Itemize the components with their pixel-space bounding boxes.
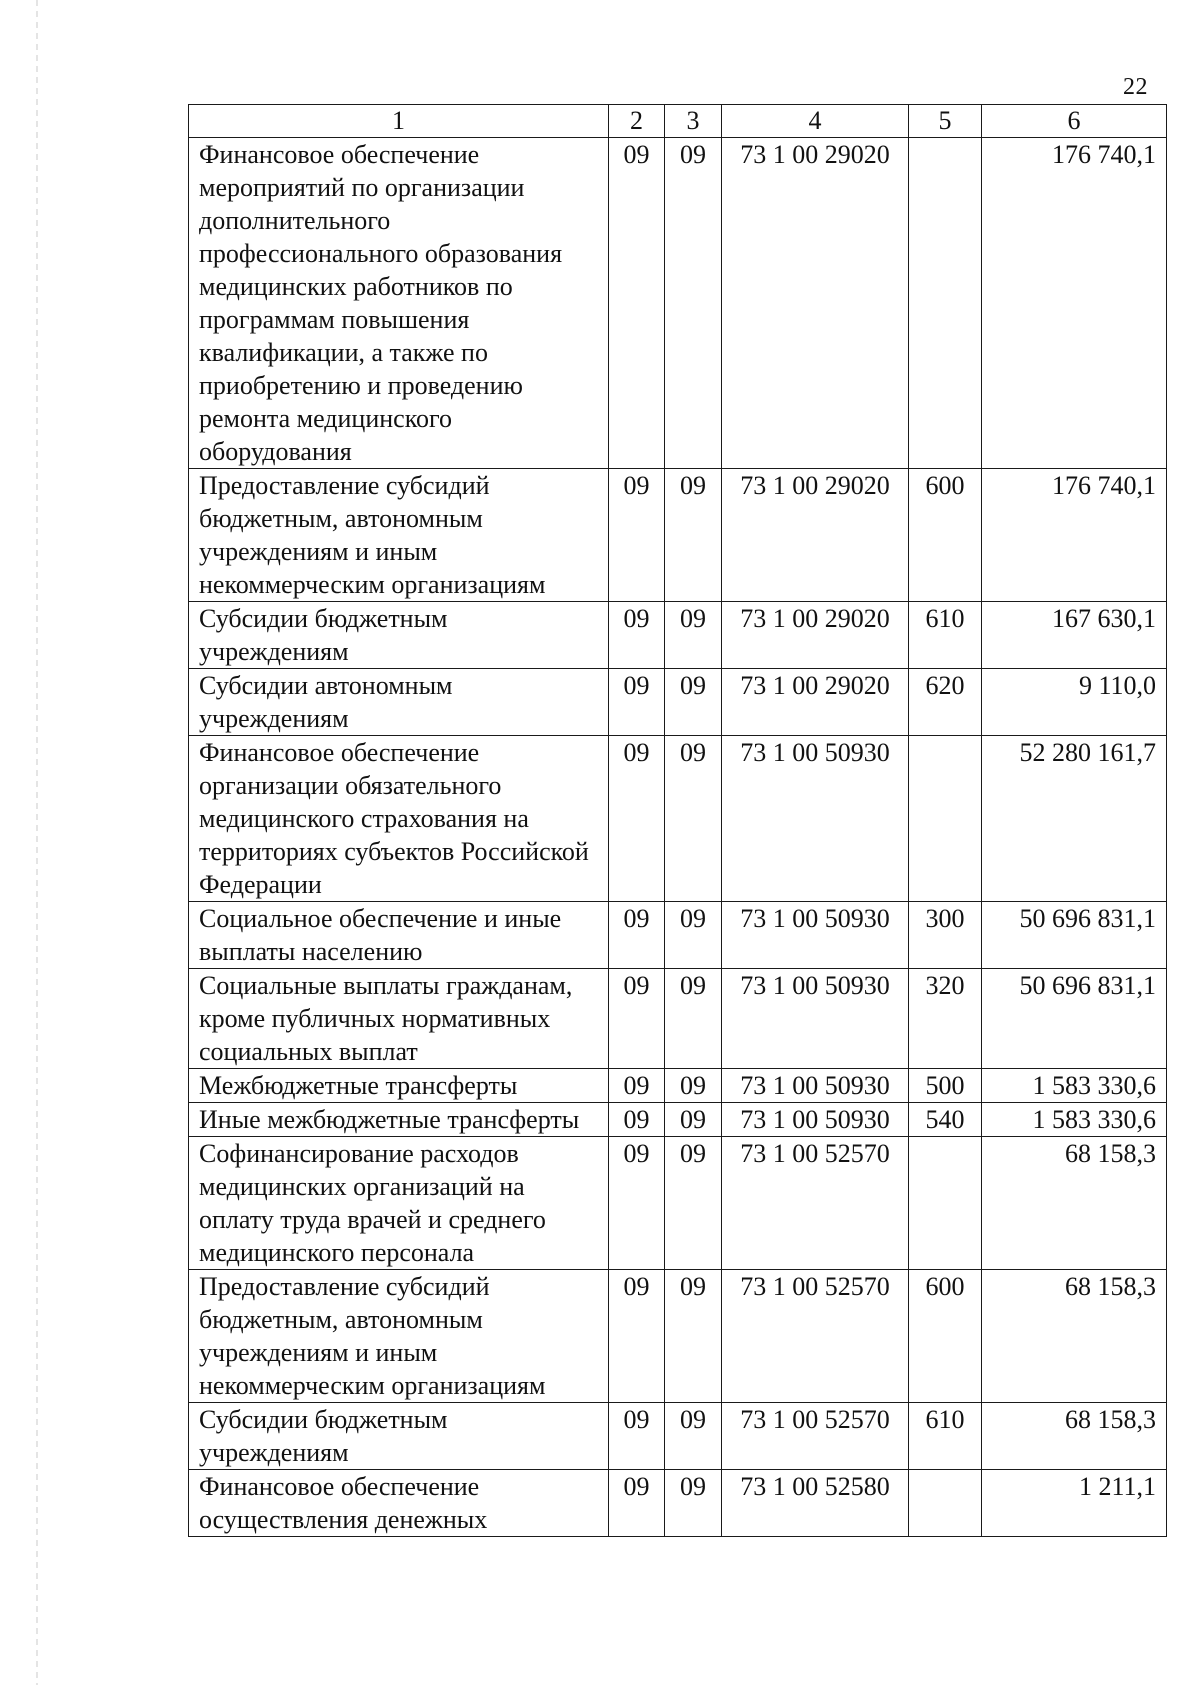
row-expense-type: 300 xyxy=(909,902,982,969)
row-amount: 176 740,1 xyxy=(982,469,1167,602)
row-section: 09 xyxy=(609,969,665,1069)
row-amount: 52 280 161,7 xyxy=(982,736,1167,902)
row-expense-type: 500 xyxy=(909,1069,982,1103)
row-expense-type: 610 xyxy=(909,602,982,669)
row-name: Межбюджетные трансферты xyxy=(189,1069,609,1103)
row-subsection: 09 xyxy=(665,1403,722,1470)
row-target-article: 73 1 00 50930 xyxy=(722,969,909,1069)
row-name: Социальные выплаты гражданам, кроме публичных нормативных социальных выплат xyxy=(189,969,609,1069)
row-name: Финансовое обеспечение мероприятий по организации дополнительного профессионального образования медицинских работников по программам повышения квалификации, а также по приобретению и проведению ремонта медицинского оборудования xyxy=(189,138,609,469)
row-target-article: 73 1 00 29020 xyxy=(722,602,909,669)
row-target-article: 73 1 00 52570 xyxy=(722,1270,909,1403)
row-name: Предоставление субсидий бюджетным, автономным учреждениям и иным некоммерческим организациям xyxy=(189,1270,609,1403)
table-header-row xyxy=(189,105,1167,138)
row-subsection: 09 xyxy=(665,469,722,602)
row-amount: 68 158,3 xyxy=(982,1137,1167,1270)
row-amount: 68 158,3 xyxy=(982,1270,1167,1403)
row-subsection: 09 xyxy=(665,1137,722,1270)
page-number: 22 xyxy=(1123,74,1148,100)
table-row xyxy=(189,602,1167,669)
row-target-article: 73 1 00 29020 xyxy=(722,138,909,469)
row-target-article: 73 1 00 50930 xyxy=(722,1069,909,1103)
table-row xyxy=(189,902,1167,969)
row-name: Социальное обеспечение и иные выплаты населению xyxy=(189,902,609,969)
row-section: 09 xyxy=(609,1137,665,1270)
table-row xyxy=(189,1403,1167,1470)
row-subsection: 09 xyxy=(665,1470,722,1537)
table-row xyxy=(189,469,1167,602)
table-row xyxy=(189,669,1167,736)
row-section: 09 xyxy=(609,736,665,902)
header-col-6: 6 xyxy=(982,105,1167,138)
row-name: Субсидии бюджетным учреждениям xyxy=(189,1403,609,1470)
row-name: Софинансирование расходов медицинских организаций на оплату труда врачей и среднего медицинского персонала xyxy=(189,1137,609,1270)
row-name: Иные межбюджетные трансферты xyxy=(189,1103,609,1137)
table-row xyxy=(189,1137,1167,1270)
row-amount: 1 583 330,6 xyxy=(982,1103,1167,1137)
row-section: 09 xyxy=(609,1103,665,1137)
row-amount: 1 583 330,6 xyxy=(982,1069,1167,1103)
header-col-3: 3 xyxy=(665,105,722,138)
row-subsection: 09 xyxy=(665,1103,722,1137)
row-target-article: 73 1 00 52570 xyxy=(722,1137,909,1270)
row-expense-type: 600 xyxy=(909,469,982,602)
row-section: 09 xyxy=(609,902,665,969)
row-expense-type: 610 xyxy=(909,1403,982,1470)
row-subsection: 09 xyxy=(665,969,722,1069)
row-amount: 68 158,3 xyxy=(982,1403,1167,1470)
table-row xyxy=(189,1270,1167,1403)
row-expense-type xyxy=(909,1470,982,1537)
row-target-article: 73 1 00 50930 xyxy=(722,902,909,969)
row-target-article: 73 1 00 52570 xyxy=(722,1403,909,1470)
row-amount: 9 110,0 xyxy=(982,669,1167,736)
row-target-article: 73 1 00 50930 xyxy=(722,1103,909,1137)
row-amount: 176 740,1 xyxy=(982,138,1167,469)
row-target-article: 73 1 00 29020 xyxy=(722,469,909,602)
row-expense-type: 320 xyxy=(909,969,982,1069)
row-name: Финансовое обеспечение осуществления денежных xyxy=(189,1470,609,1537)
row-section: 09 xyxy=(609,602,665,669)
row-name: Финансовое обеспечение организации обязательного медицинского страхования на территориях субъектов Российской Федерации xyxy=(189,736,609,902)
row-subsection: 09 xyxy=(665,138,722,469)
row-expense-type: 620 xyxy=(909,669,982,736)
row-expense-type xyxy=(909,138,982,469)
row-amount: 167 630,1 xyxy=(982,602,1167,669)
row-subsection: 09 xyxy=(665,669,722,736)
row-section: 09 xyxy=(609,1069,665,1103)
table-row xyxy=(189,736,1167,902)
table-row xyxy=(189,969,1167,1069)
row-expense-type xyxy=(909,1137,982,1270)
header-col-5: 5 xyxy=(909,105,982,138)
row-name: Субсидии автономным учреждениям xyxy=(189,669,609,736)
scan-edge-artifact xyxy=(36,0,38,1685)
budget-table xyxy=(188,104,1167,1537)
table-row xyxy=(189,1470,1167,1537)
row-subsection: 09 xyxy=(665,902,722,969)
row-target-article: 73 1 00 52580 xyxy=(722,1470,909,1537)
row-expense-type xyxy=(909,736,982,902)
row-section: 09 xyxy=(609,469,665,602)
row-section: 09 xyxy=(609,669,665,736)
row-target-article: 73 1 00 50930 xyxy=(722,736,909,902)
header-col-2: 2 xyxy=(609,105,665,138)
row-subsection: 09 xyxy=(665,736,722,902)
row-subsection: 09 xyxy=(665,1270,722,1403)
table-row xyxy=(189,138,1167,469)
table-row xyxy=(189,1069,1167,1103)
row-name: Субсидии бюджетным учреждениям xyxy=(189,602,609,669)
row-expense-type: 600 xyxy=(909,1270,982,1403)
header-col-1: 1 xyxy=(189,105,609,138)
row-amount: 1 211,1 xyxy=(982,1470,1167,1537)
header-col-4: 4 xyxy=(722,105,909,138)
row-target-article: 73 1 00 29020 xyxy=(722,669,909,736)
row-amount: 50 696 831,1 xyxy=(982,902,1167,969)
row-expense-type: 540 xyxy=(909,1103,982,1137)
row-section: 09 xyxy=(609,1403,665,1470)
table-row xyxy=(189,1103,1167,1137)
row-section: 09 xyxy=(609,138,665,469)
row-subsection: 09 xyxy=(665,602,722,669)
row-section: 09 xyxy=(609,1470,665,1537)
row-section: 09 xyxy=(609,1270,665,1403)
row-name: Предоставление субсидий бюджетным, автономным учреждениям и иным некоммерческим организациям xyxy=(189,469,609,602)
row-subsection: 09 xyxy=(665,1069,722,1103)
row-amount: 50 696 831,1 xyxy=(982,969,1167,1069)
